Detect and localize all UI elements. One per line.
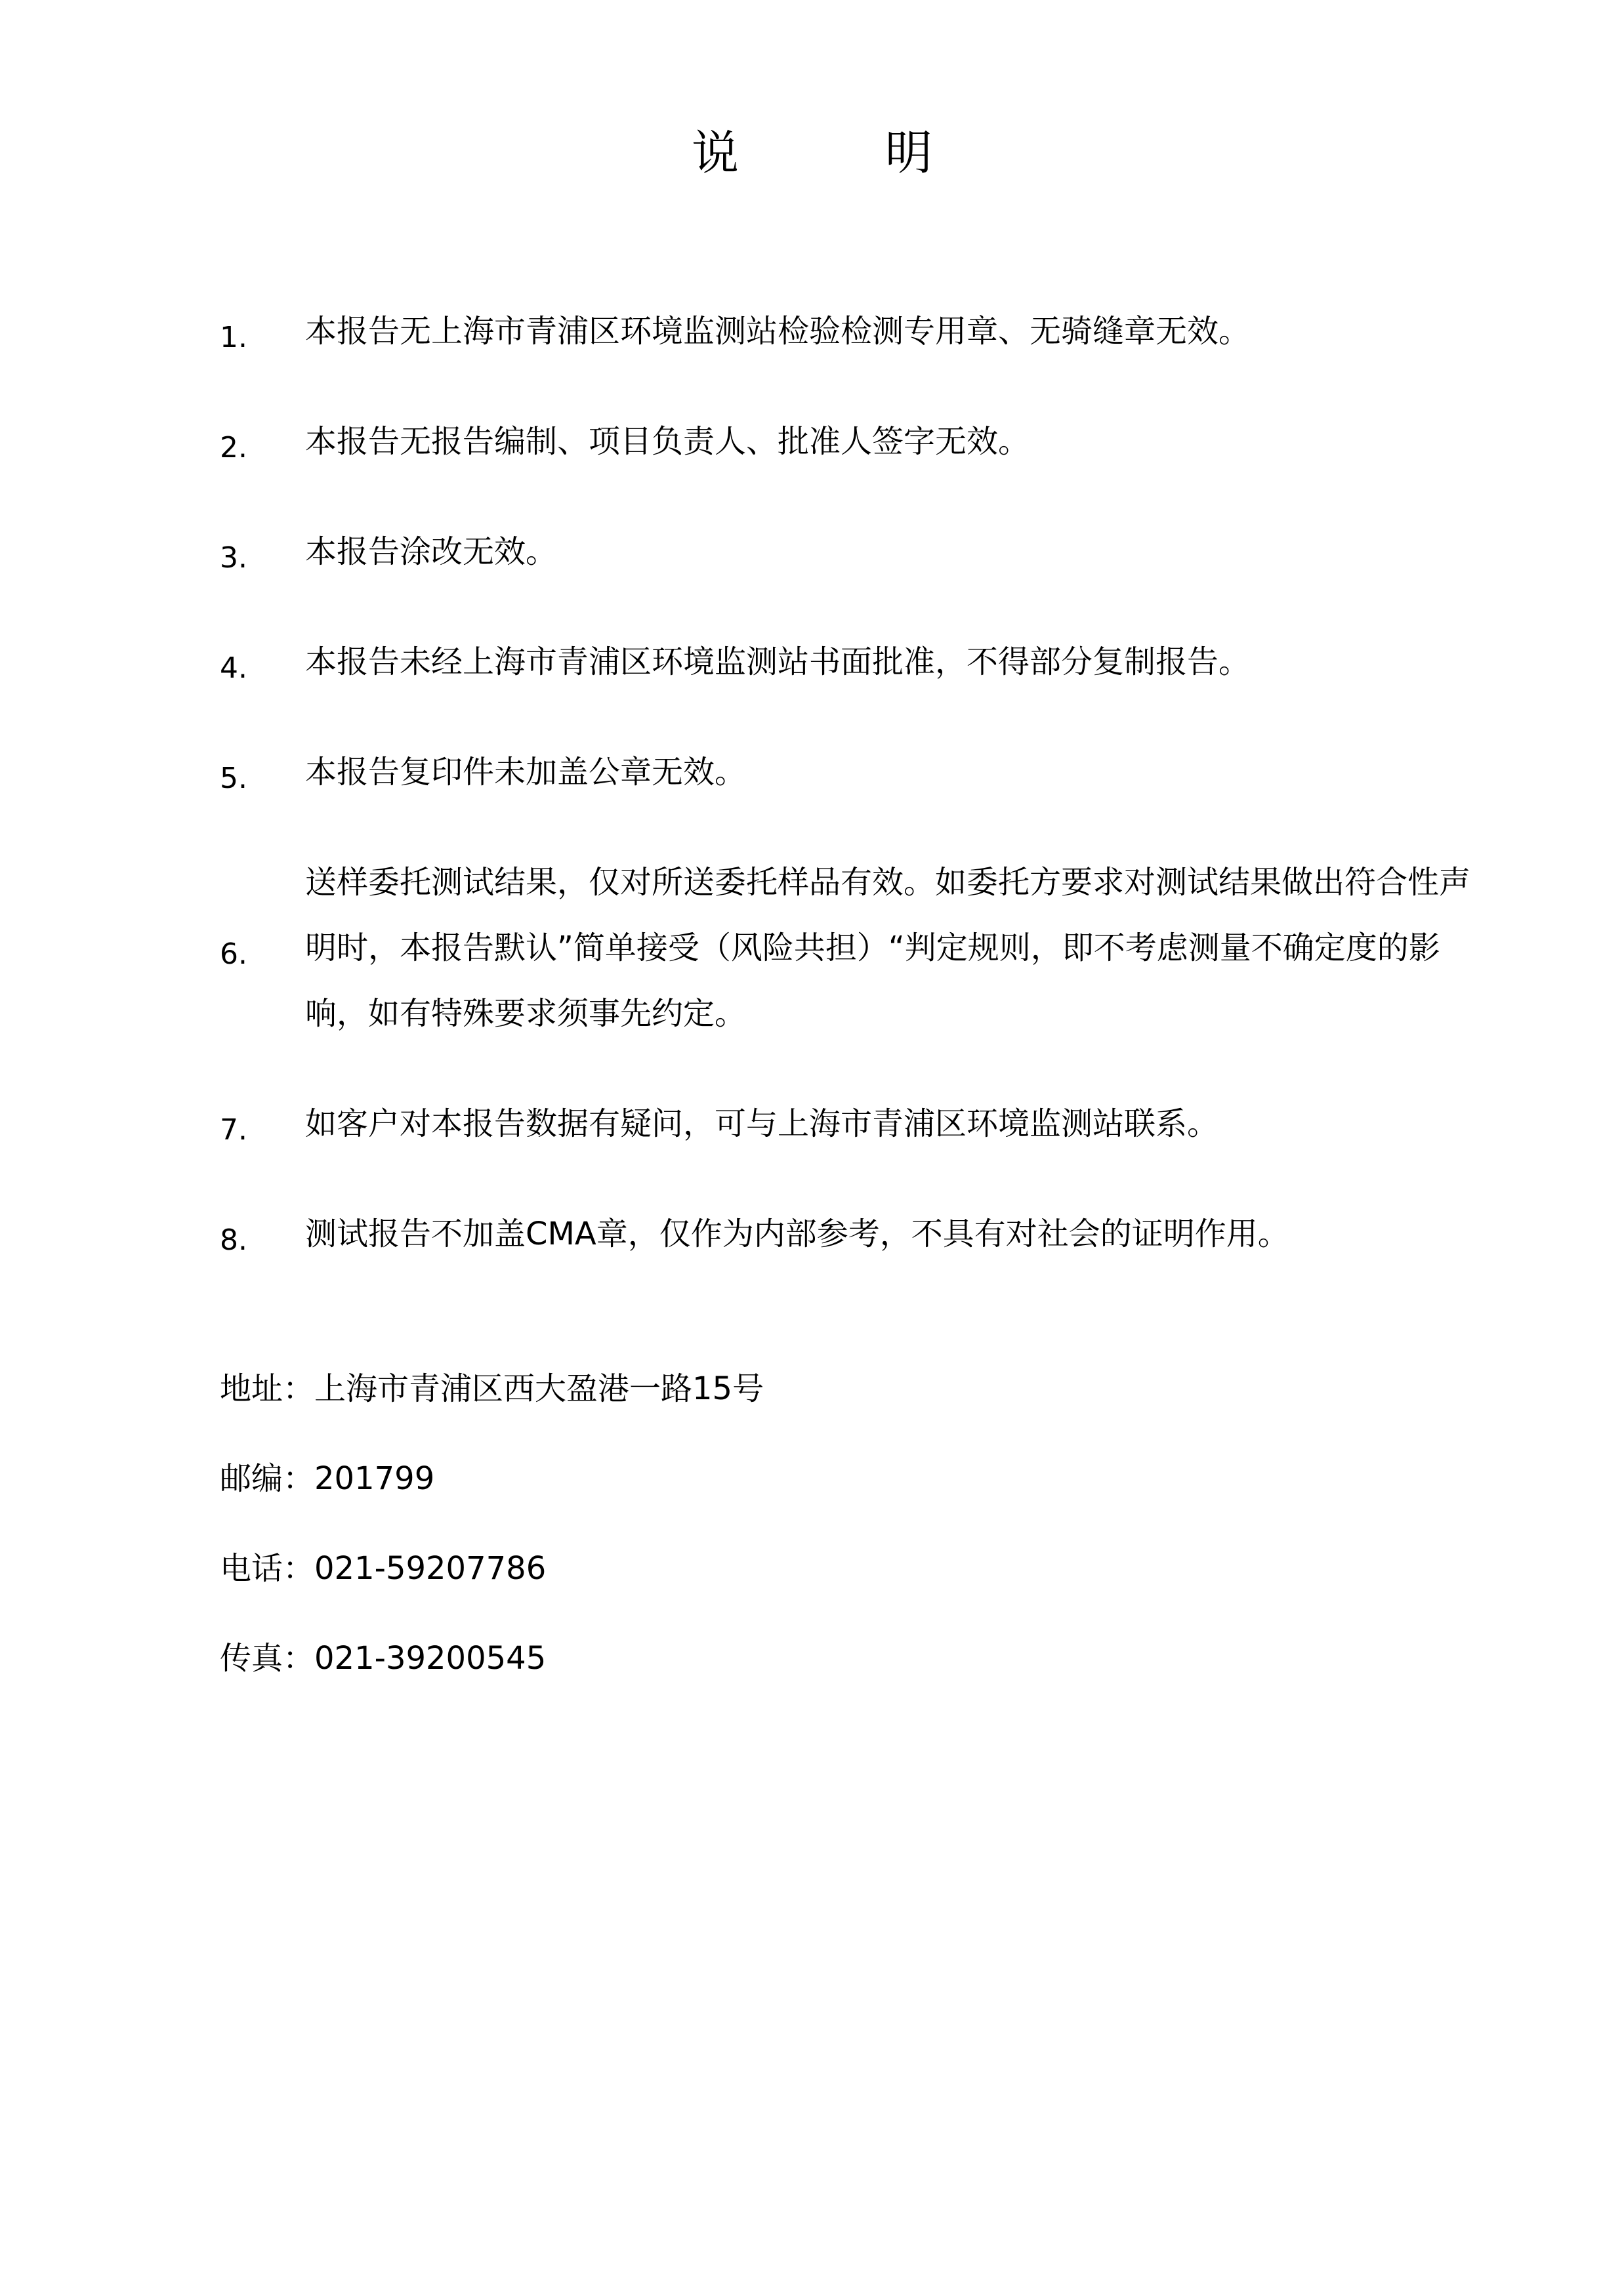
note-number: 7.	[220, 1113, 247, 1147]
note-number: 3.	[220, 541, 247, 575]
note-text: 本报告无上海市青浦区环境监测站检验检测专用章、无骑缝章无效。	[305, 313, 1251, 350]
note-number: 5.	[220, 762, 247, 795]
contact-phone: 电话：021-59207786	[220, 1550, 547, 1587]
note-text: 本报告涂改无效。	[305, 533, 558, 570]
contact-fax: 传真：021-39200545	[220, 1640, 547, 1677]
note-text: 本报告未经上海市青浦区环境监测站书面批准，不得部分复制报告。	[305, 644, 1251, 680]
note-text: 测试报告不加盖CMA章，仅作为内部参考，不具有对社会的证明作用。	[305, 1216, 1289, 1252]
note-number: 8.	[220, 1223, 247, 1257]
note-number: 1.	[220, 321, 247, 354]
note-text: 本报告无报告编制、项目负责人、批准人签字无效。	[305, 423, 1030, 460]
note-item	[220, 739, 1480, 805]
note-item	[220, 409, 1480, 474]
note-item	[220, 1201, 1480, 1267]
note-text: 如客户对本报告数据有疑问，可与上海市青浦区环境监测站联系。	[305, 1105, 1219, 1142]
note-item	[220, 629, 1480, 695]
note-number: 6.	[220, 937, 247, 971]
note-text: 送样委托测试结果，仅对所送委托样品有效。如委托方要求对测试结果做出符合性声明时，本报告默认”简单接受（风险共担）“判定规则，即不考虑测量不确定度的影响，如有特殊要求须事先约定。	[305, 864, 1471, 1032]
note-item	[220, 850, 1480, 1046]
note-item	[220, 298, 1480, 364]
contact-address: 地址：上海市青浦区西大盈港一路15号	[220, 1370, 764, 1407]
note-number: 4.	[220, 651, 247, 685]
notes-list	[220, 298, 1480, 1267]
contact-block	[220, 1368, 1401, 1727]
note-item	[220, 1091, 1480, 1157]
note-number: 2.	[220, 431, 247, 464]
page-title: 说 明	[692, 125, 998, 180]
note-text: 本报告复印件未加盖公章无效。	[305, 754, 747, 790]
contact-postcode: 邮编：201799	[220, 1460, 435, 1497]
note-item	[220, 519, 1480, 584]
